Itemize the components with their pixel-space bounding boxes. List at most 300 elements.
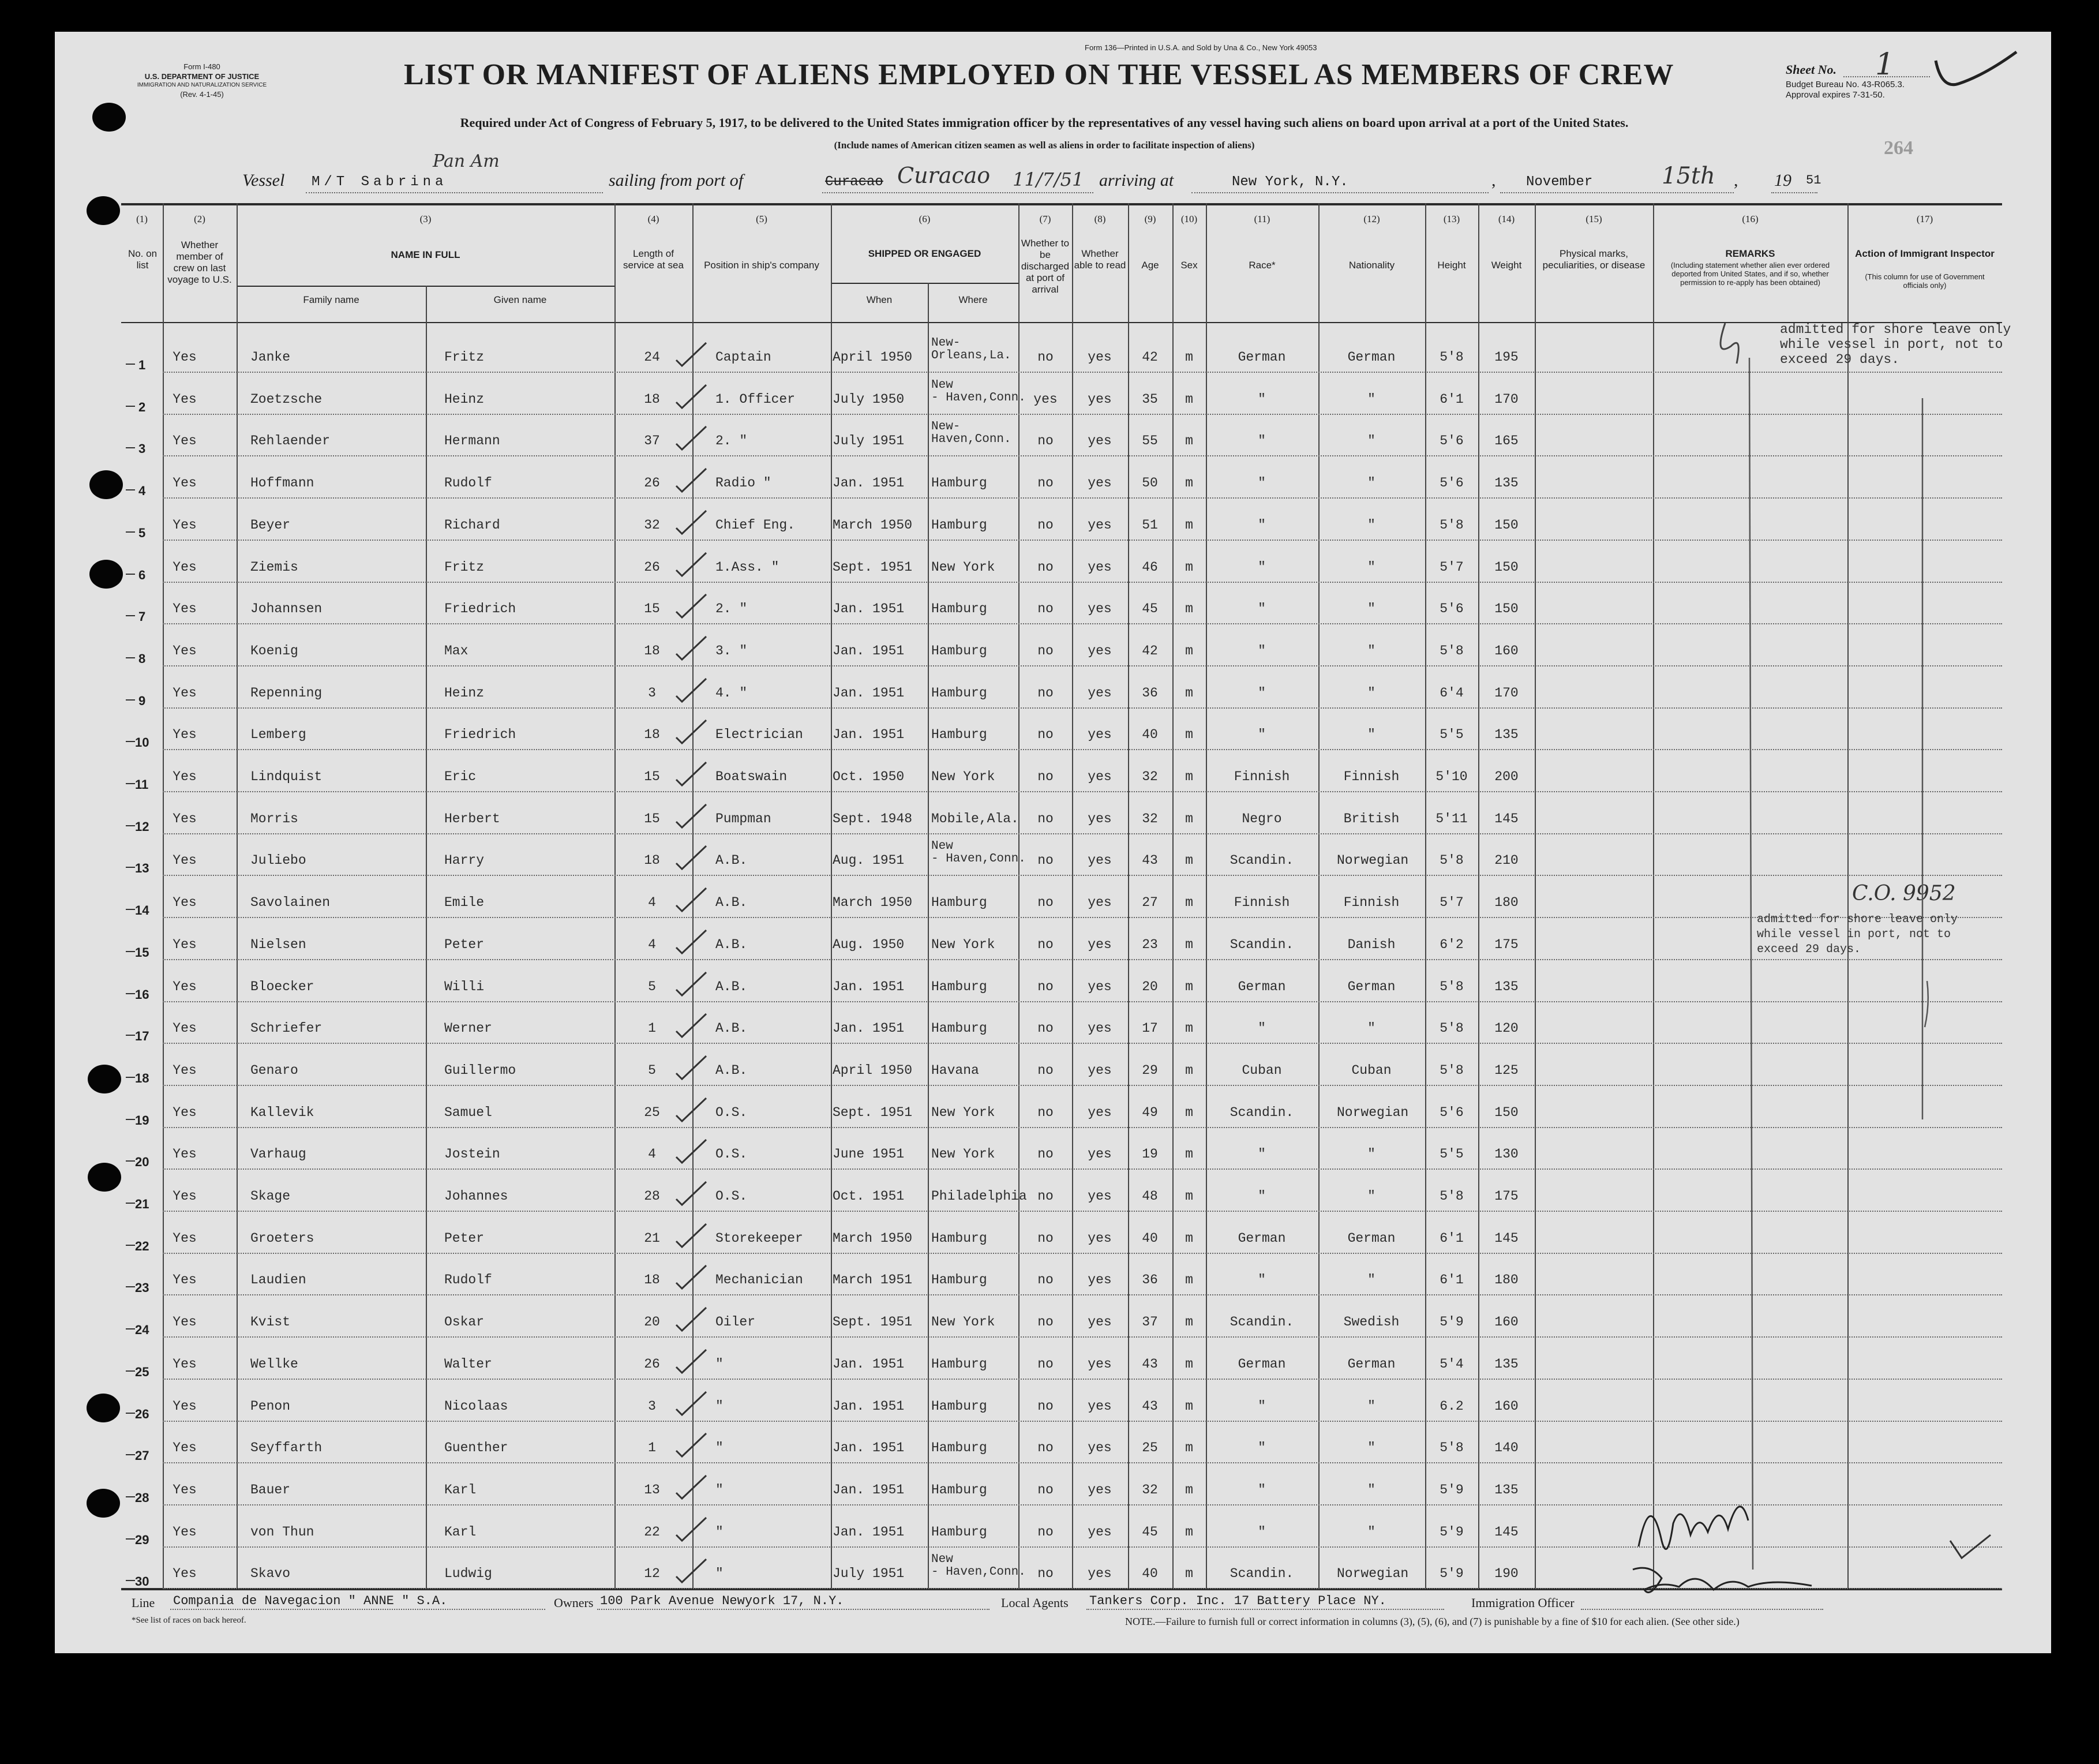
check-mark-icon xyxy=(674,1557,709,1586)
cell-weight: 135 xyxy=(1494,1357,1519,1372)
cell-given-name: Karl xyxy=(444,1525,477,1540)
cell-age: 40 xyxy=(1142,1566,1158,1581)
cell-discharged: no xyxy=(1037,769,1054,784)
cell-shipped-where: Hamburg xyxy=(931,1399,987,1414)
cell-given-name: Peter xyxy=(444,937,485,952)
row-number: 19 xyxy=(135,1113,149,1128)
cell-discharged: no xyxy=(1037,853,1054,868)
cell-service-length: 15 xyxy=(644,601,660,616)
cell-sex: m xyxy=(1185,686,1193,701)
cell-discharged: no xyxy=(1037,1440,1054,1455)
cell-given-name: Friedrich xyxy=(444,727,516,742)
footer-line-label: Line xyxy=(132,1596,155,1610)
check-mark-icon xyxy=(674,970,709,999)
cell-able-to-read: yes xyxy=(1088,811,1112,826)
cell-shipped-where: New York xyxy=(931,1147,995,1162)
cell-shipped-where: Hamburg xyxy=(931,1482,987,1497)
cell-yes-no: Yes xyxy=(173,518,197,533)
cell-sex: m xyxy=(1185,1105,1193,1120)
cell-yes-no: Yes xyxy=(173,686,197,701)
row-number: 25 xyxy=(135,1365,149,1379)
cell-age: 55 xyxy=(1142,433,1158,448)
col-number: (5) xyxy=(756,214,767,224)
cell-height: 6'2 xyxy=(1440,937,1464,952)
cell-discharged: no xyxy=(1037,895,1054,910)
cell-nationality: Danish xyxy=(1347,937,1396,952)
cell-shipped-where: Hamburg xyxy=(931,601,987,616)
cell-shipped-when: Jan. 1951 xyxy=(833,475,905,490)
approval-expiry: Approval expires 7-31-50. xyxy=(1786,90,1885,100)
row-number: 11 xyxy=(135,777,149,792)
cell-position: Radio " xyxy=(715,475,771,490)
row-number: 13 xyxy=(135,861,149,875)
cell-shipped-when: Jan. 1951 xyxy=(833,601,905,616)
cell-able-to-read: yes xyxy=(1088,1440,1112,1455)
cell-yes-no: Yes xyxy=(173,979,197,994)
cell-sex: m xyxy=(1185,1525,1193,1540)
remarks-stamp-line: admitted for shore leave only xyxy=(1780,322,2011,337)
cell-given-name: Max xyxy=(444,643,468,658)
cell-sex: m xyxy=(1185,433,1193,448)
cell-sex: m xyxy=(1185,601,1193,616)
arriving-port: New York, N.Y. xyxy=(1232,174,1348,190)
col-number: (12) xyxy=(1363,214,1380,224)
cell-family-name: Repenning xyxy=(250,686,323,701)
cell-shipped-where: Hamburg xyxy=(931,1440,987,1455)
cell-shipped-when: Jan. 1951 xyxy=(833,686,905,701)
cell-shipped-when: Aug. 1951 xyxy=(833,853,905,868)
cell-position: O.S. xyxy=(715,1147,748,1162)
cell-position: Electrician xyxy=(715,727,803,742)
cell-height: 6'1 xyxy=(1440,1272,1464,1287)
cell-race: " xyxy=(1258,601,1266,616)
header-inspector-action: Action of Immigrant Inspector xyxy=(1855,248,1995,259)
cell-sex: m xyxy=(1185,895,1193,910)
cell-position: A.B. xyxy=(715,895,748,910)
cell-able-to-read: yes xyxy=(1088,1314,1112,1329)
row-number: 9 xyxy=(138,694,146,708)
row-number: 8 xyxy=(138,651,146,666)
row-number: 5 xyxy=(138,526,146,540)
arriving-label: arriving at xyxy=(1099,171,1174,190)
cell-service-length: 13 xyxy=(644,1482,660,1497)
cell-discharged: no xyxy=(1037,1566,1054,1581)
cell-nationality: " xyxy=(1367,1440,1375,1455)
cell-position: 1.Ass. " xyxy=(715,560,779,575)
row-number: 26 xyxy=(135,1407,149,1421)
cell-discharged: no xyxy=(1037,1399,1054,1414)
cell-shipped-when: July 1950 xyxy=(833,392,905,407)
cell-yes-no: Yes xyxy=(173,769,197,784)
cell-family-name: Groeters xyxy=(250,1231,314,1246)
cell-weight: 165 xyxy=(1494,433,1519,448)
cell-nationality: Norwegian xyxy=(1337,1105,1409,1120)
cell-service-length: 15 xyxy=(644,769,660,784)
cell-age: 37 xyxy=(1142,1314,1158,1329)
cell-weight: 135 xyxy=(1494,727,1519,742)
cell-position: Pumpman xyxy=(715,811,771,826)
cell-weight: 160 xyxy=(1494,1314,1519,1329)
cell-race: " xyxy=(1258,560,1266,575)
cell-age: 46 xyxy=(1142,560,1158,575)
arrival-month: November xyxy=(1526,174,1593,190)
cell-height: 5'5 xyxy=(1440,727,1464,742)
footer-line-value: Compania de Navegacion " ANNE " S.A. xyxy=(173,1594,448,1608)
cell-age: 23 xyxy=(1142,937,1158,952)
cell-position: 3. " xyxy=(715,643,748,658)
check-mark-icon xyxy=(674,1137,709,1166)
cell-position: Storekeeper xyxy=(715,1231,803,1246)
cell-family-name: Rehlaender xyxy=(250,433,331,448)
cell-nationality: " xyxy=(1367,727,1375,742)
cell-service-length: 1 xyxy=(648,1021,656,1036)
row-number: 20 xyxy=(135,1155,149,1169)
cell-nationality: " xyxy=(1367,1021,1375,1036)
cell-shipped-when: Jan. 1951 xyxy=(833,1440,905,1455)
cell-weight: 160 xyxy=(1494,1399,1519,1414)
cell-age: 36 xyxy=(1142,1272,1158,1287)
cell-sex: m xyxy=(1185,1021,1193,1036)
cell-weight: 195 xyxy=(1494,350,1519,365)
cell-able-to-read: yes xyxy=(1088,1147,1112,1162)
cell-position: A.B. xyxy=(715,1021,748,1036)
cell-given-name: Oskar xyxy=(444,1314,485,1329)
cell-race: " xyxy=(1258,643,1266,658)
cell-yes-no: Yes xyxy=(173,1482,197,1497)
cell-service-length: 1 xyxy=(648,1440,656,1455)
vessel-name: M/T Sabrina xyxy=(312,174,448,190)
remarks-handwriting-marks xyxy=(1708,312,1996,1581)
cell-age: 48 xyxy=(1142,1189,1158,1204)
check-mark-icon xyxy=(674,1222,709,1250)
cell-age: 40 xyxy=(1142,727,1158,742)
cell-family-name: von Thun xyxy=(250,1525,314,1540)
header-physical-marks: Physical marks, peculiarities, or disease xyxy=(1542,248,1646,271)
page-stamp: 264 xyxy=(1884,137,1913,159)
cell-given-name: Emile xyxy=(444,895,485,910)
cell-race: German xyxy=(1238,1231,1286,1246)
cell-sex: m xyxy=(1185,937,1193,952)
cell-weight: 150 xyxy=(1494,1105,1519,1120)
cell-sex: m xyxy=(1185,1357,1193,1372)
cell-discharged: no xyxy=(1037,560,1054,575)
cell-able-to-read: yes xyxy=(1088,1566,1112,1581)
cell-service-length: 37 xyxy=(644,433,660,448)
header-race: Race* xyxy=(1249,260,1276,271)
check-mark-icon xyxy=(674,634,709,663)
cell-weight: 145 xyxy=(1494,1231,1519,1246)
cell-shipped-where: Hamburg xyxy=(931,727,987,742)
cell-weight: 135 xyxy=(1494,475,1519,490)
cell-discharged: no xyxy=(1037,1189,1054,1204)
cell-sex: m xyxy=(1185,1482,1193,1497)
check-mark-icon xyxy=(674,1305,709,1334)
cell-family-name: Koenig xyxy=(250,643,298,658)
cell-shipped-when: March 1950 xyxy=(833,1231,913,1246)
cell-sex: m xyxy=(1185,727,1193,742)
header-length-of-service: Length of service at sea xyxy=(623,248,684,271)
binder-hole xyxy=(88,1163,121,1192)
cell-discharged: no xyxy=(1037,350,1054,365)
cell-sex: m xyxy=(1185,1272,1193,1287)
remarks-stamp-line: admitted for shore leave only xyxy=(1757,913,1958,926)
cell-height: 5'6 xyxy=(1440,433,1464,448)
cell-able-to-read: yes xyxy=(1088,727,1112,742)
cell-yes-no: Yes xyxy=(173,392,197,407)
cell-given-name: Willi xyxy=(444,979,485,994)
binder-hole xyxy=(89,470,123,499)
cell-family-name: Nielsen xyxy=(250,937,306,952)
cell-shipped-where: New - Haven,Conn. xyxy=(931,379,1026,405)
cell-shipped-where: New- Haven,Conn. xyxy=(931,420,1011,446)
cell-given-name: Herbert xyxy=(444,811,500,826)
cell-family-name: Wellke xyxy=(250,1357,298,1372)
cell-given-name: Fritz xyxy=(444,560,485,575)
cell-race: " xyxy=(1258,1440,1266,1455)
header-nationality: Nationality xyxy=(1348,260,1395,271)
cell-able-to-read: yes xyxy=(1088,1357,1112,1372)
cell-shipped-where: Havana xyxy=(931,1063,979,1078)
cell-age: 45 xyxy=(1142,1525,1158,1540)
header-remarks: REMARKS xyxy=(1725,248,1775,259)
cell-able-to-read: yes xyxy=(1088,853,1112,868)
cell-shipped-when: Sept. 1951 xyxy=(833,1105,913,1120)
cell-shipped-where: Hamburg xyxy=(931,1272,987,1287)
cell-weight: 125 xyxy=(1494,1063,1519,1078)
cell-family-name: Skage xyxy=(250,1189,291,1204)
cell-position: Oiler xyxy=(715,1314,756,1329)
cell-race: Scandin. xyxy=(1230,853,1294,868)
cell-age: 17 xyxy=(1142,1021,1158,1036)
cell-weight: 210 xyxy=(1494,853,1519,868)
binder-hole xyxy=(92,103,126,132)
cell-age: 29 xyxy=(1142,1063,1158,1078)
cell-age: 49 xyxy=(1142,1105,1158,1120)
cell-service-length: 18 xyxy=(644,1272,660,1287)
cell-weight: 150 xyxy=(1494,560,1519,575)
cell-height: 5'9 xyxy=(1440,1482,1464,1497)
row-number: 10 xyxy=(135,735,149,750)
header-inspector-note: (This column for use of Government officials only) xyxy=(1865,272,1985,290)
cell-given-name: Johannes xyxy=(444,1189,508,1204)
col-number: (8) xyxy=(1094,214,1106,224)
col-number: (13) xyxy=(1443,214,1460,224)
inspector-signature xyxy=(1627,1477,1823,1610)
cell-family-name: Lindquist xyxy=(250,769,323,784)
cell-yes-no: Yes xyxy=(173,1525,197,1540)
cell-position: Captain xyxy=(715,350,771,365)
check-mark-icon xyxy=(674,424,709,453)
cell-nationality: " xyxy=(1367,560,1375,575)
header-where: Where xyxy=(958,294,988,305)
cell-family-name: Genaro xyxy=(250,1063,298,1078)
cell-shipped-when: Jan. 1951 xyxy=(833,1357,905,1372)
cell-height: 5'8 xyxy=(1440,1440,1464,1455)
cell-height: 5'9 xyxy=(1440,1525,1464,1540)
cell-nationality: " xyxy=(1367,1147,1375,1162)
cell-race: German xyxy=(1238,1357,1286,1372)
cell-shipped-when: Jan. 1951 xyxy=(833,1021,905,1036)
cell-race: " xyxy=(1258,1021,1266,1036)
cell-height: 6'1 xyxy=(1440,392,1464,407)
cell-height: 5'6 xyxy=(1440,601,1464,616)
cell-yes-no: Yes xyxy=(173,1063,197,1078)
cell-sex: m xyxy=(1185,1314,1193,1329)
cell-nationality: Finnish xyxy=(1343,769,1400,784)
cell-shipped-when: Sept. 1948 xyxy=(833,811,913,826)
cell-service-length: 24 xyxy=(644,350,660,365)
cell-nationality: " xyxy=(1367,1189,1375,1204)
cell-given-name: Ludwig xyxy=(444,1566,492,1581)
cell-height: 6.2 xyxy=(1440,1399,1464,1414)
cell-position: " xyxy=(715,1399,724,1414)
cell-nationality: " xyxy=(1367,1525,1375,1540)
cell-given-name: Samuel xyxy=(444,1105,492,1120)
check-mark-icon xyxy=(674,340,709,369)
check-mark-icon xyxy=(674,1347,709,1376)
cell-family-name: Kvist xyxy=(250,1314,291,1329)
cell-service-length: 22 xyxy=(644,1525,660,1540)
sailing-port-handwritten: Curacao xyxy=(897,163,991,188)
cell-shipped-when: Sept. 1951 xyxy=(833,560,913,575)
cell-able-to-read: yes xyxy=(1088,475,1112,490)
header-discharged: Whether to be discharged at port of arrival xyxy=(1021,238,1070,295)
cell-age: 43 xyxy=(1142,1399,1158,1414)
cell-race: " xyxy=(1258,686,1266,701)
header-sex: Sex xyxy=(1180,260,1198,271)
cell-given-name: Walter xyxy=(444,1357,492,1372)
cell-yes-no: Yes xyxy=(173,811,197,826)
cell-weight: 175 xyxy=(1494,937,1519,952)
cell-service-length: 18 xyxy=(644,727,660,742)
cell-yes-no: Yes xyxy=(173,1399,197,1414)
row-number: 12 xyxy=(135,819,149,834)
cell-age: 43 xyxy=(1142,853,1158,868)
header-position: Position in ship's company xyxy=(704,260,819,271)
cell-able-to-read: yes xyxy=(1088,686,1112,701)
cell-nationality: " xyxy=(1367,433,1375,448)
sailing-date: 11/7/51 xyxy=(1013,168,1084,190)
cell-able-to-read: yes xyxy=(1088,1482,1112,1497)
cell-given-name: Hermann xyxy=(444,433,500,448)
check-mark-icon xyxy=(674,383,709,411)
cell-yes-no: Yes xyxy=(173,1189,197,1204)
cell-family-name: Janke xyxy=(250,350,291,365)
cell-service-length: 20 xyxy=(644,1314,660,1329)
cell-position: Boatswain xyxy=(715,769,788,784)
cell-shipped-where: New - Haven,Conn. xyxy=(931,1553,1026,1579)
col-number: (6) xyxy=(919,214,931,224)
cell-shipped-when: Jan. 1951 xyxy=(833,727,905,742)
cell-family-name: Savolainen xyxy=(250,895,331,910)
cell-shipped-when: July 1951 xyxy=(833,433,905,448)
header-age: Age xyxy=(1141,260,1159,271)
cell-yes-no: Yes xyxy=(173,350,197,365)
cell-sex: m xyxy=(1185,1231,1193,1246)
cell-shipped-when: March 1950 xyxy=(833,895,913,910)
check-mark-icon xyxy=(674,718,709,747)
cell-position: " xyxy=(715,1440,724,1455)
cell-nationality: German xyxy=(1347,1357,1396,1372)
cell-family-name: Varhaug xyxy=(250,1147,306,1162)
col-number: (9) xyxy=(1144,214,1156,224)
cell-family-name: Bauer xyxy=(250,1482,291,1497)
cell-height: 5'8 xyxy=(1440,979,1464,994)
cell-weight: 135 xyxy=(1494,1482,1519,1497)
cell-sex: m xyxy=(1185,1063,1193,1078)
check-mark-icon xyxy=(674,760,709,789)
cell-service-length: 5 xyxy=(648,1063,656,1078)
cell-service-length: 26 xyxy=(644,560,660,575)
cell-height: 6'1 xyxy=(1440,1231,1464,1246)
vessel-label: Vessel xyxy=(242,171,285,190)
row-number: 14 xyxy=(135,903,149,917)
cell-nationality: " xyxy=(1367,1399,1375,1414)
sheet-number: 1 xyxy=(1875,47,1895,82)
check-mark-icon xyxy=(674,802,709,831)
header-height: Height xyxy=(1437,260,1466,271)
binder-hole xyxy=(87,196,120,225)
binder-hole xyxy=(88,1065,121,1093)
cell-shipped-where: Hamburg xyxy=(931,895,987,910)
cell-height: 5'7 xyxy=(1440,895,1464,910)
col-number: (11) xyxy=(1254,214,1270,224)
col-number: (16) xyxy=(1742,214,1759,224)
cell-given-name: Friedrich xyxy=(444,601,516,616)
cell-given-name: Jostein xyxy=(444,1147,500,1162)
cell-yes-no: Yes xyxy=(173,1147,197,1162)
cell-shipped-when: June 1951 xyxy=(833,1147,905,1162)
department: U.S. DEPARTMENT OF JUSTICE xyxy=(144,72,260,81)
cell-family-name: Johannsen xyxy=(250,601,323,616)
cell-weight: 160 xyxy=(1494,643,1519,658)
cell-age: 32 xyxy=(1142,769,1158,784)
row-number: 2 xyxy=(138,400,146,414)
cell-position: 4. " xyxy=(715,686,748,701)
col-number: (10) xyxy=(1180,214,1198,224)
header-name-in-full: NAME IN FULL xyxy=(391,249,460,260)
footer-agents-label: Local Agents xyxy=(1001,1596,1069,1610)
cell-sex: m xyxy=(1185,1189,1193,1204)
cell-service-length: 18 xyxy=(644,392,660,407)
cell-able-to-read: yes xyxy=(1088,937,1112,952)
cell-nationality: " xyxy=(1367,392,1375,407)
budget-bureau: Budget Bureau No. 43-R065.3. xyxy=(1786,80,1905,89)
binder-hole xyxy=(87,1394,120,1422)
check-mark-icon xyxy=(674,1179,709,1208)
col-number: (2) xyxy=(194,214,205,224)
cell-nationality: " xyxy=(1367,1482,1375,1497)
cell-height: 5'8 xyxy=(1440,350,1464,365)
check-mark-icon xyxy=(674,466,709,495)
cell-family-name: Ziemis xyxy=(250,560,298,575)
cell-shipped-where: Hamburg xyxy=(931,475,987,490)
header-last-voyage: Whether member of crew on last voyage to U.S. xyxy=(167,239,232,285)
cell-yes-no: Yes xyxy=(173,1440,197,1455)
remarks-stamp-line: exceed 29 days. xyxy=(1757,943,1861,956)
row-number: 15 xyxy=(135,945,149,960)
cell-yes-no: Yes xyxy=(173,560,197,575)
cell-given-name: Nicolaas xyxy=(444,1399,508,1414)
arrival-day: 15th xyxy=(1662,163,1715,189)
cell-shipped-where: Hamburg xyxy=(931,1357,987,1372)
row-number: 21 xyxy=(135,1197,149,1211)
check-mark-icon xyxy=(674,1012,709,1040)
header-remarks-note: (Including statement whether alien ever ordered deported from United States, and if so, whether permission to re-apply has been obtained) xyxy=(1670,261,1830,287)
year-suffix: 51 xyxy=(1806,173,1821,188)
check-mark-icon xyxy=(674,550,709,579)
header-when: When xyxy=(866,294,893,305)
